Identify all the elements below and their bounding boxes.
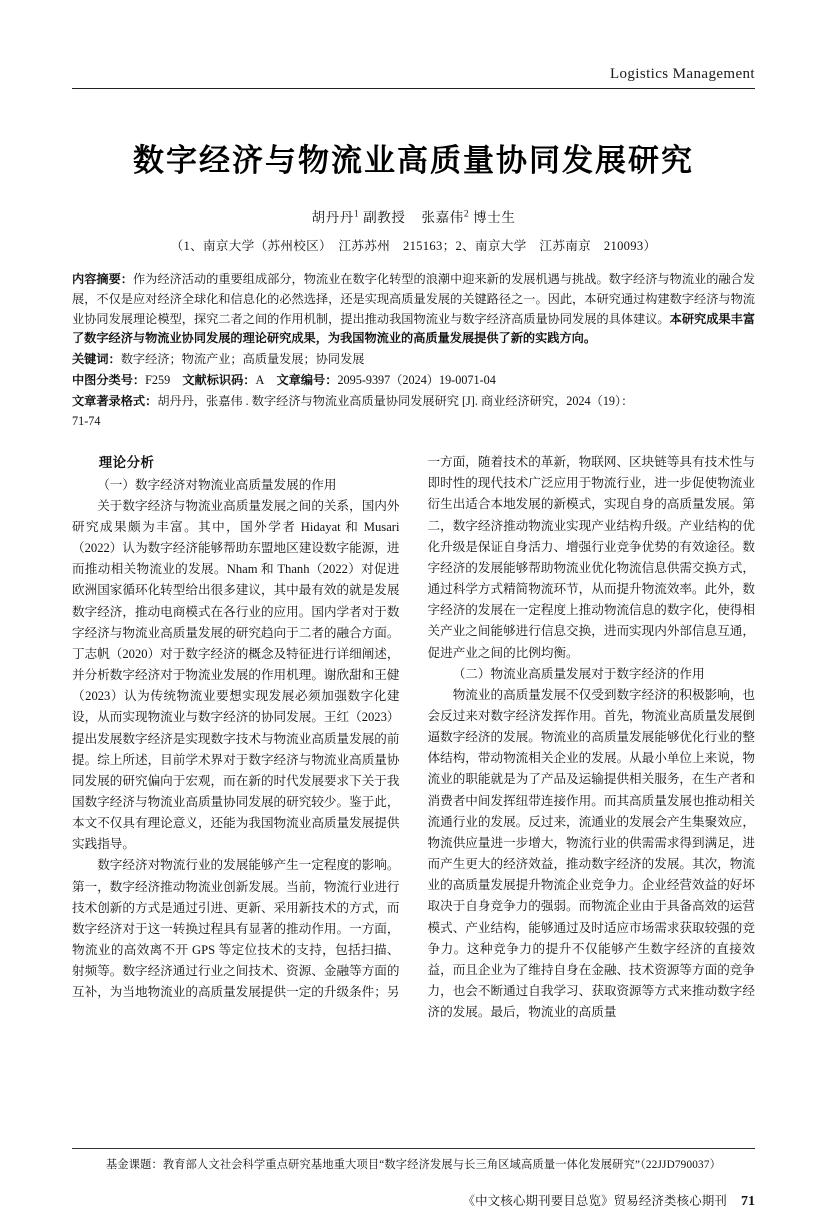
article-number-value: 2095-9397（2024）19-0071-04 [337, 372, 496, 387]
keywords-label: 关键词： [72, 352, 121, 367]
author-2-affiliation-marker: 2 [463, 209, 470, 220]
citation-label: 文章著录格式： [72, 393, 158, 408]
column-left [72, 452, 400, 1012]
abstract-text: 作为经济活动的重要组成部分，物流业在数字化转型的浪潮中迎来新的发展机遇与挑战。数字经济与物流业的融合发展，不仅是应对经济全球化和信息化的必然选择，还是实现高质量发展的关键路径之一。因此，本研究通过构建数字经济与物流业协同发展理论模型，探究二者之间的作用机制，提出推动我国物流业与数字经济高质量协同发展的具体建议。 [72, 272, 756, 326]
running-head-text: Logistics Management [609, 66, 755, 82]
footnote-area [72, 1148, 755, 1174]
section-heading: 理论分析 [98, 455, 155, 471]
footnote-rule [72, 1148, 755, 1149]
abstract-paragraph [72, 270, 755, 349]
subsection-heading-2: （二）物流业高质量发展对于数字经济的作用 [452, 666, 705, 681]
subsection-heading-1: （一）数字经济对物流业高质量发展的作用 [97, 477, 337, 492]
doc-code-value: A [255, 372, 265, 387]
doc-code-label: 文献标识码： [182, 372, 256, 387]
author-line [72, 206, 755, 226]
clc-value: F259 [145, 372, 171, 387]
body-paragraph-3: 物流业的高质量发展不仅受到数字经济的积极影响，也会反过来对数字经济发挥作用。首先，物流业高质量发展倒逼数字经济的发展。物流业的高质量发展能够优化行业的整体结构，带动物流相关企业的发展。从最小单位上来说，物流业的职能就是为了产品及运输提供相关服务，在生产者和消费者中间发挥纽带连接作用。而其高质量发展也推动相关流通行业的发展。反过来，流通业的发展会产生集聚效应，物流供应量进一步增大，物流行业的供需需求得到满足，进而产生更大的经济效益，推动数字经济的发展。其次，物流业的高质量发展提升物流企业竞争力。企业经营效益的好坏取决于自身竞争力的强弱。而物流企业由于具备高效的运营模式、产业结构，能够通过及时适应市场需求获取较强的竞争力。这种竞争力的提升不仅能够产生数字经济的直接效益，而且企业为了维持自身在金融、技术资源等方面的竞争力，也会不断通过自我学习、获取资源等方式来推动数字经济的发展。最后，物流业的高质量 [427, 687, 755, 1020]
keywords-text: 数字经济；物流产业；高质量发展；协同发展 [120, 352, 365, 367]
classification-paragraph [72, 371, 755, 391]
body-paragraph-2: 数字经济对物流行业的发展能够产生一定程度的影响。第一，数字经济推动物流业创新发展。当前，物流行业进行技术创新的方式是通过引进、更新、采用新技术的方式，而数字经济对于这一转换过程具有显著的推动作用。一方面，物流业的高效离不开 GPS 等定位技术的支持，包括扫描、射频等。数字经济通过行业之间技术、资源、金融等方面的互补，为当地物流业的高质量发展提供一定的升级条件；另 [72, 858, 400, 1000]
page-number: 71 [741, 1194, 755, 1209]
page-footer [72, 1191, 755, 1210]
running-head-rule [72, 88, 755, 89]
front-matter [72, 270, 755, 432]
page-title: 数字经济与物流业高质量协同发展研究 [133, 143, 694, 179]
citation-pages: 71-74 [72, 414, 101, 429]
body-columns [72, 452, 755, 1020]
keywords-paragraph [72, 350, 755, 370]
running-head [72, 66, 755, 88]
citation-text: 胡丹丹，张嘉伟 . 数字经济与物流业高质量协同发展研究 [J]. 商业经济研究，2024（19）： [157, 393, 634, 408]
abstract-text-emphasis: 本研究成果丰富了数字经济与物流业协同发展的理论研究成果，为我国物流业的高质量发展提供了新的实践方向。 [72, 311, 756, 346]
affiliation-line: （1、南京大学（苏州校区） 江苏苏州 215163；2、南京大学 江苏南京 210093） [170, 239, 657, 253]
author-1-name: 胡丹丹 [311, 210, 354, 225]
author-2-title: 博士生 [473, 210, 516, 225]
journal-name: 《中文核心期刊要目总览》贸易经济类核心期刊 [462, 1194, 727, 1208]
funding-note: 基金课题：教育部人文社会科学重点研究基地重大项目“数字经济发展与长三角区域高质量一体化发展研究”（22JJD790037） [105, 1159, 722, 1172]
citation-paragraph [72, 392, 755, 412]
author-2-name: 张嘉伟 [421, 210, 464, 225]
abstract-label: 内容摘要： [72, 272, 133, 286]
author-1-title: 副教授 [363, 210, 406, 225]
body-paragraph-1: 关于数字经济与物流业高质量发展之间的关系，国内外研究成果颇为丰富。其中，国外学者 Hidayat 和 Musari（2022）认为数字经济能够帮助东盟地区建设数字能源，进而推动相关物流业的发展。Nham 和 Thanh（2022）对促进欧洲国家循环化转型给出很多建议，其中最有效的就是发展数字经济，推动电商模式在各行业的应用。国内学者对于数字经济与物流业高质量发展的研究趋向于二者的融合方面。丁志帆（2020）对于数字经济的概念及特征进行详细阐述，并分析数字经济对于物流业发展的作用机理。谢欣甜和王健（2023）认为传统物流业要想实现发展必须加强数字化建设，从而实现物流业与数字经济的协同发展。王红（2023）提出发展数字经济是实现数字技术与物流业高质量发展的前提。综上所述，目前学术界对于数字经济与物流业高质量协同发展的研究偏向于宏观，而在新的时代发展要求下关于我国数字经济与物流业高质量协同发展的研究较少。鉴于此，本文不仅具有理论意义，还能为我国物流业高质量发展提供实践指导。 [72, 498, 400, 852]
article-number-label: 文章编号： [276, 372, 338, 387]
article-page [0, 66, 827, 1226]
author-1-affiliation-marker: 1 [353, 209, 360, 220]
column-right [427, 452, 756, 1020]
body-paragraph-2-continued: 一方面，随着技术的革新，物联网、区块链等具有技术性与即时性的现代技术广泛应用于物流行业，进一步促使物流业衍生出适合本地发展的新模式，实现自身的高质量发展。第二，数字经济推动物流业实现产业结构升级。产业结构的优化升级是保证自身活力、增强行业竞争优势的有效途径。数字经济的发展能够帮助物流业优化物流信息供需交换方式，通过科学方式精简物流环节，从而提升物流效率。此外，数字经济的发展在一定程度上推动物流信息的数字化，使得相关产业之间能够进行信息交换，进而实现内外部信息互通，促进产业之间的比例均衡。 [427, 455, 755, 660]
clc-label: 中图分类号： [72, 372, 146, 387]
